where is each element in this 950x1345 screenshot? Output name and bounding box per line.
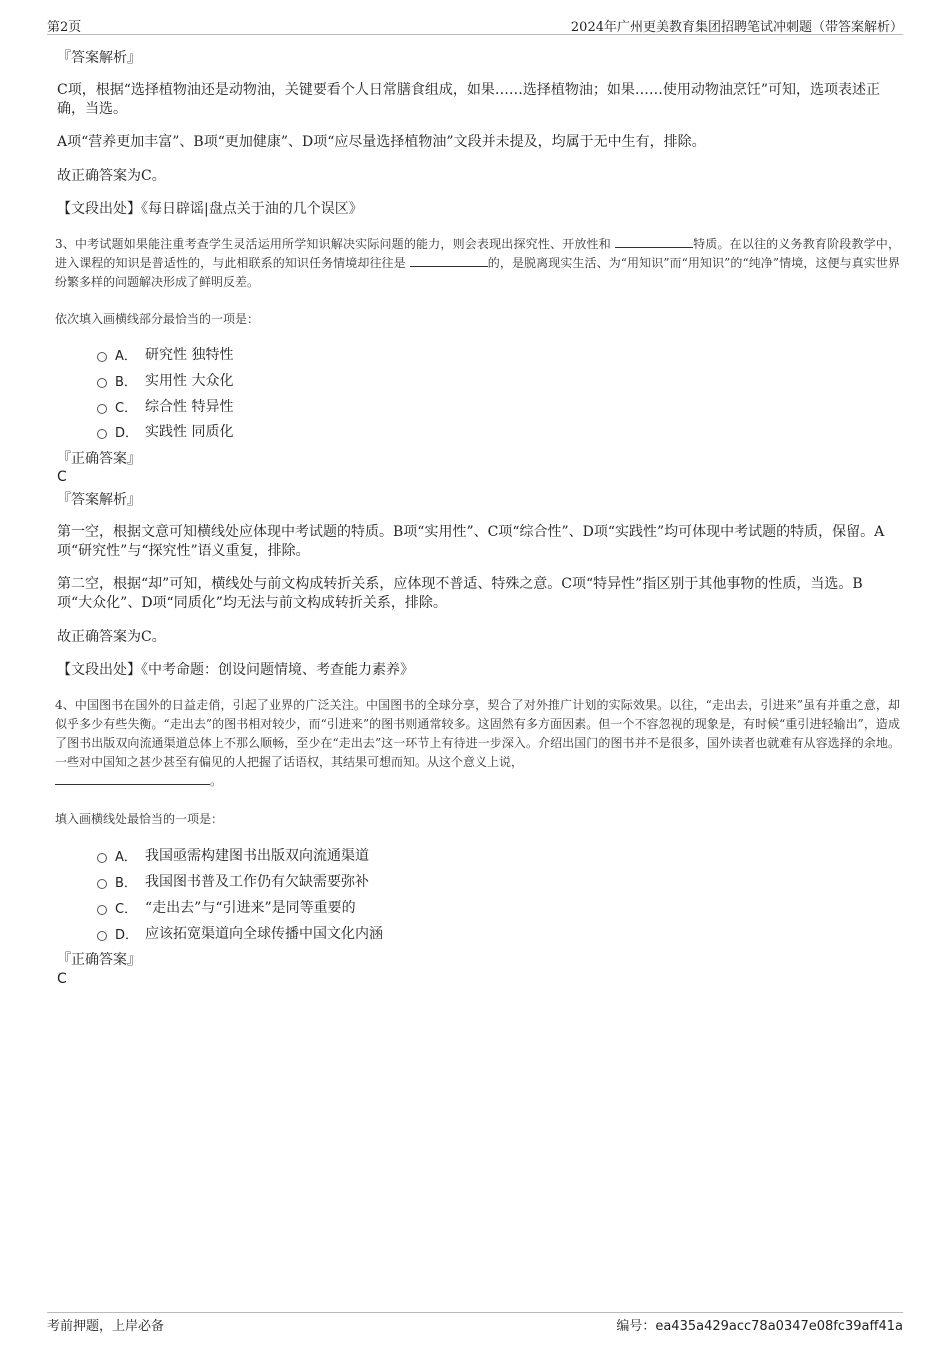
source-citation: 【文段出处】《每日辟谣|盘点关于油的几个误区》 [57, 201, 363, 217]
question-stem: 4、中国图书在国外的日益走俏，引起了业界的广泛关注。中国图书的全球分享，契合了对外推广计划的实际效果。以往，“走出去，引进来”虽有并重之意，却似乎多少有些失衡。“走出去”的图书相对较少，而“引进来”的图书则通常较多。这固然有多方面因素。但一个不容忽视的现象是，有时候“重引进轻输出”，造成了图书出版双向流通渠道总体上不那么顺畅，至少在“走出去”这一环节上有待进一步深入。介绍出国门的图书并不是很多，国外读者也就难有从容选择的余地。一些对中国知之甚少甚至有偏见的人把握了话语权，其结果可想而知。从这个意义上说， 。 [55, 698, 900, 788]
option-a[interactable]: A． 我国亟需构建图书出版双向流通渠道 [97, 845, 369, 865]
option-text: 我国亟需构建图书出版双向流通渠道 [145, 848, 369, 864]
option-text: 研究性 独特性 [145, 347, 234, 363]
conclusion: 故正确答案为C。 [57, 168, 166, 184]
question-prompt: 依次填入画横线部分最恰当的一项是： [55, 312, 260, 326]
source-citation: 【文段出处】《中考命题：创设问题情境、考查能力素养》 [57, 662, 414, 678]
radio-icon[interactable] [97, 404, 107, 414]
answer-label: 『正确答案』 [57, 952, 141, 968]
radio-icon[interactable] [97, 853, 107, 863]
question-prompt: 填入画横线处最恰当的一项是： [55, 812, 224, 826]
fill-blank [615, 235, 693, 248]
option-text: 综合性 特异性 [145, 399, 234, 415]
page-header [47, 14, 903, 35]
fill-blank [55, 772, 210, 785]
analysis-paragraph: C项，根据“选择植物油还是动物油，关键要看个人日常膳食组成，如果……选择植物油；如果……使用动物油烹饪”可知，选项表述正确，当选。 [57, 82, 881, 117]
fill-blank [410, 254, 488, 267]
option-text: 实用性 大众化 [145, 373, 234, 389]
analysis-paragraph: 第二空，根据“却”可知，横线处与前文构成转折关系，应体现不普适、特殊之意。C项“特异性”指区别于其他事物的性质，当选。B项“大众化”、D项“同质化”均无法与前文构成转折关系，排除。 [57, 576, 863, 611]
option-a[interactable]: A． 研究性 独特性 [97, 344, 233, 364]
radio-icon[interactable] [97, 879, 107, 889]
analysis-paragraph: A项“营养更加丰富”、B项“更加健康”、D项“应尽量选择植物油”文段并未提及，均属于无中生有，排除。 [57, 134, 706, 150]
option-text: “走出去”与“引进来”是同等重要的 [145, 900, 356, 916]
analysis-label: 『答案解析』 [57, 50, 141, 66]
option-b[interactable]: B． 实用性 大众化 [97, 370, 233, 390]
answer-label: 『正确答案』 [57, 451, 141, 467]
page-footer [47, 1312, 903, 1337]
radio-icon[interactable] [97, 931, 107, 941]
analysis-label: 『答案解析』 [57, 492, 141, 508]
page-number: 第2页 [47, 20, 82, 35]
correct-answer: C [57, 971, 67, 987]
option-text: 应该拓宽渠道向全球传播中国文化内涵 [145, 926, 383, 942]
document-title: 2024年广州更美教育集团招聘笔试冲刺题（带答案解析） [570, 20, 903, 35]
option-text: 我国图书普及工作仍有欠缺需要弥补 [145, 874, 369, 890]
question-stem: 3、中考试题如果能注重考查学生灵活运用所学知识解决实际问题的能力，则会表现出探究性、开放性和 特质。在以往的义务教育阶段教学中，进入课程的知识是普适性的，与此相联系的知识任务情境却往往是 的，是脱离现实生活、为“用知识”而“用知识”的“纯净”情境，这便与真实世界纷繁多样的问题解决形成了鲜明反差。 [55, 237, 900, 289]
analysis-paragraph: 第一空，根据文意可知横线处应体现中考试题的特质。B项“实用性”、C项“综合性”、D项“实践性”均可体现中考试题的特质，保留。A项“研究性”与“探究性”语义重复，排除。 [57, 524, 885, 559]
correct-answer: C [57, 469, 67, 485]
radio-icon[interactable] [97, 352, 107, 362]
conclusion: 故正确答案为C。 [57, 629, 166, 645]
radio-icon[interactable] [97, 905, 107, 915]
option-c[interactable]: C． 综合性 特异性 [97, 396, 233, 416]
footer-slogan: 考前押题，上岸必备 [47, 1319, 165, 1334]
option-text: 实践性 同质化 [145, 424, 234, 440]
option-b[interactable]: B． 我国图书普及工作仍有欠缺需要弥补 [97, 871, 369, 891]
radio-icon[interactable] [97, 378, 107, 388]
option-d[interactable]: D． 应该拓宽渠道向全球传播中国文化内涵 [97, 923, 383, 943]
option-d[interactable]: D． 实践性 同质化 [97, 421, 233, 441]
document-id: 编号：ea435a429acc78a0347e08fc39aff41a [616, 1319, 903, 1334]
option-c[interactable]: C． “走出去”与“引进来”是同等重要的 [97, 897, 356, 917]
radio-icon[interactable] [97, 429, 107, 439]
